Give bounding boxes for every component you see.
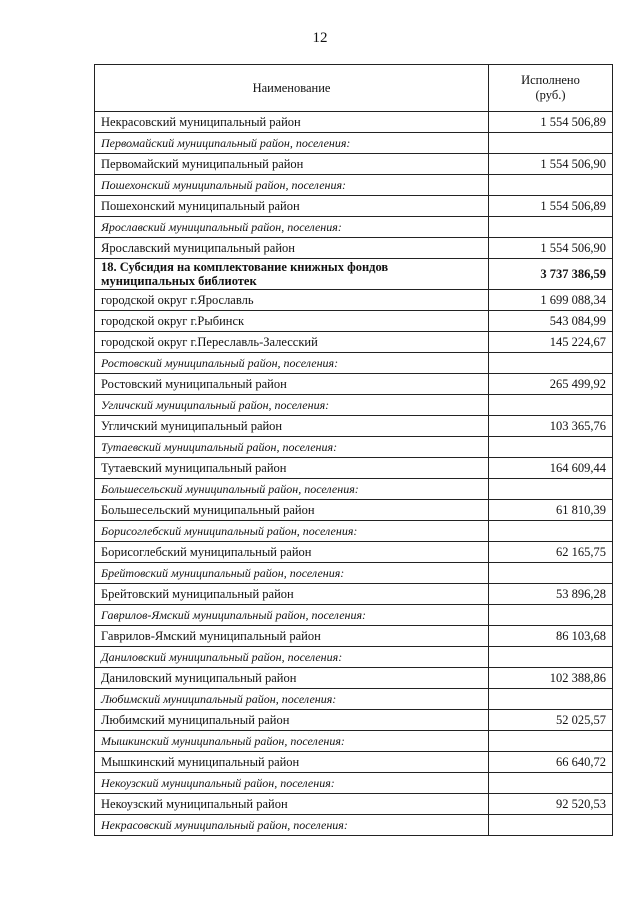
table-row <box>95 710 613 731</box>
row-name: Любимский муниципальный район, поселения: <box>95 689 489 710</box>
row-value <box>489 437 613 458</box>
row-name: Даниловский муниципальный район, поселения: <box>95 647 489 668</box>
table-row <box>95 458 613 479</box>
row-value <box>489 217 613 238</box>
row-value: 3 737 386,59 <box>489 259 613 290</box>
table-row <box>95 794 613 815</box>
row-value: 62 165,75 <box>489 542 613 563</box>
table-row <box>95 353 613 374</box>
row-name: городской округ г.Рыбинск <box>95 311 489 332</box>
row-name: Угличский муниципальный район, поселения: <box>95 395 489 416</box>
row-value: 66 640,72 <box>489 752 613 773</box>
row-name: Некоузский муниципальный район <box>95 794 489 815</box>
table-row <box>95 395 613 416</box>
row-value <box>489 605 613 626</box>
row-name: Пошехонский муниципальный район, поселения: <box>95 175 489 196</box>
table-row <box>95 626 613 647</box>
table-body <box>95 112 613 836</box>
table-row <box>95 196 613 217</box>
table-row <box>95 752 613 773</box>
table-row <box>95 647 613 668</box>
row-name: Брейтовский муниципальный район, поселения: <box>95 563 489 584</box>
row-value: 86 103,68 <box>489 626 613 647</box>
table-row <box>95 374 613 395</box>
row-name: Мышкинский муниципальный район <box>95 752 489 773</box>
row-value: 1 554 506,89 <box>489 196 613 217</box>
table-row <box>95 605 613 626</box>
row-value: 53 896,28 <box>489 584 613 605</box>
table-row <box>95 689 613 710</box>
table-row <box>95 154 613 175</box>
table-row <box>95 521 613 542</box>
table-row <box>95 584 613 605</box>
row-value: 1 554 506,90 <box>489 154 613 175</box>
row-value: 103 365,76 <box>489 416 613 437</box>
row-value: 92 520,53 <box>489 794 613 815</box>
row-value <box>489 815 613 836</box>
row-name: Мышкинский муниципальный район, поселения: <box>95 731 489 752</box>
row-value: 1 554 506,90 <box>489 238 613 259</box>
row-name: Тутаевский муниципальный район <box>95 458 489 479</box>
row-name: Пошехонский муниципальный район <box>95 196 489 217</box>
row-value <box>489 353 613 374</box>
row-value <box>489 647 613 668</box>
header-value: Исполнено (руб.) <box>489 65 613 112</box>
table-row <box>95 217 613 238</box>
table-row <box>95 668 613 689</box>
row-value: 1 699 088,34 <box>489 290 613 311</box>
row-name: Ростовский муниципальный район, поселения: <box>95 353 489 374</box>
table-row <box>95 815 613 836</box>
table-row <box>95 416 613 437</box>
table-row <box>95 479 613 500</box>
row-value: 61 810,39 <box>489 500 613 521</box>
page-number: 12 <box>312 30 328 46</box>
row-name: Некрасовский муниципальный район <box>95 112 489 133</box>
row-name: Большесельский муниципальный район, поселения: <box>95 479 489 500</box>
row-value: 1 554 506,89 <box>489 112 613 133</box>
row-value: 145 224,67 <box>489 332 613 353</box>
row-value <box>489 563 613 584</box>
table-row <box>95 731 613 752</box>
row-name: городской округ г.Ярославль <box>95 290 489 311</box>
row-name: Гаврилов-Ямский муниципальный район, поселения: <box>95 605 489 626</box>
table-row <box>95 500 613 521</box>
row-value <box>489 731 613 752</box>
row-name: Борисоглебский муниципальный район, поселения: <box>95 521 489 542</box>
row-value: 164 609,44 <box>489 458 613 479</box>
table-row <box>95 437 613 458</box>
row-value <box>489 521 613 542</box>
report-table <box>94 64 613 836</box>
row-name: Большесельский муниципальный район <box>95 500 489 521</box>
row-value: 52 025,57 <box>489 710 613 731</box>
row-value: 543 084,99 <box>489 311 613 332</box>
table-row <box>95 259 613 290</box>
row-name: Некрасовский муниципальный район, поселения: <box>95 815 489 836</box>
row-name: Ярославский муниципальный район, поселения: <box>95 217 489 238</box>
row-name: Первомайский муниципальный район, поселения: <box>95 133 489 154</box>
row-value <box>489 773 613 794</box>
row-name: городской округ г.Переславль-Залесский <box>95 332 489 353</box>
row-value <box>489 479 613 500</box>
table-row <box>95 112 613 133</box>
row-value: 265 499,92 <box>489 374 613 395</box>
table-row <box>95 311 613 332</box>
row-name: Некоузский муниципальный район, поселения: <box>95 773 489 794</box>
table-row <box>95 563 613 584</box>
table-row <box>95 542 613 563</box>
row-value <box>489 395 613 416</box>
table-row <box>95 332 613 353</box>
table-header-row <box>95 65 613 112</box>
row-value <box>489 133 613 154</box>
table-row <box>95 175 613 196</box>
row-name: 18. Субсидия на комплектование книжных фондов муниципальных библиотек <box>95 259 489 290</box>
row-name: Угличский муниципальный район <box>95 416 489 437</box>
row-name: Тутаевский муниципальный район, поселения: <box>95 437 489 458</box>
row-value: 102 388,86 <box>489 668 613 689</box>
header-name: Наименование <box>95 65 489 112</box>
table-row <box>95 238 613 259</box>
row-name: Ростовский муниципальный район <box>95 374 489 395</box>
row-value <box>489 175 613 196</box>
table-row <box>95 133 613 154</box>
row-value <box>489 689 613 710</box>
table-row <box>95 773 613 794</box>
row-name: Борисоглебский муниципальный район <box>95 542 489 563</box>
row-name: Гаврилов-Ямский муниципальный район <box>95 626 489 647</box>
table-row <box>95 290 613 311</box>
row-name: Брейтовский муниципальный район <box>95 584 489 605</box>
row-name: Любимский муниципальный район <box>95 710 489 731</box>
row-name: Даниловский муниципальный район <box>95 668 489 689</box>
row-name: Ярославский муниципальный район <box>95 238 489 259</box>
row-name: Первомайский муниципальный район <box>95 154 489 175</box>
